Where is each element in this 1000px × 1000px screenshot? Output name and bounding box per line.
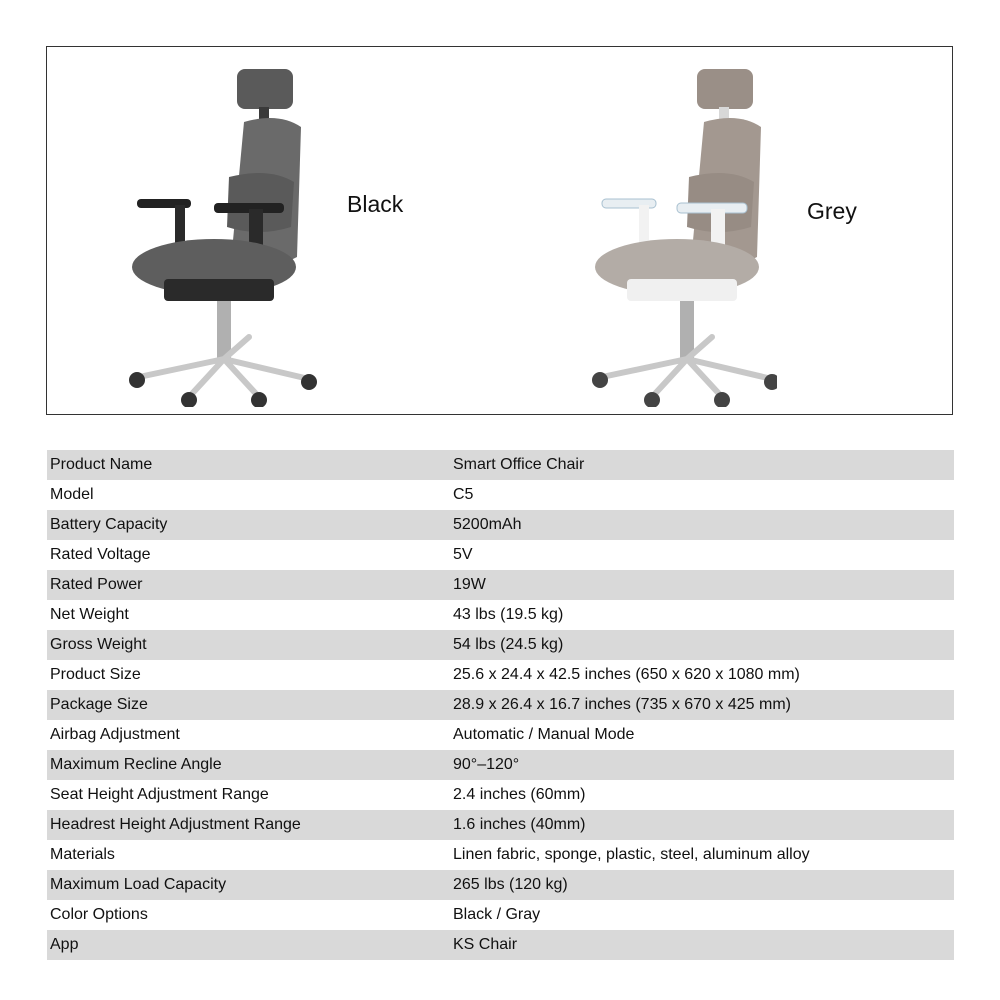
table-row [47, 660, 954, 690]
spec-key: Color Options [47, 900, 449, 930]
spec-value: 2.4 inches (60mm) [449, 780, 954, 810]
spec-key: Battery Capacity [47, 510, 449, 540]
table-row [47, 750, 954, 780]
table-row [47, 540, 954, 570]
table-row [47, 900, 954, 930]
spec-key: Rated Power [47, 570, 449, 600]
spec-key: Product Size [47, 660, 449, 690]
table-row [47, 480, 954, 510]
table-row [47, 930, 954, 960]
spec-key: Seat Height Adjustment Range [47, 780, 449, 810]
spec-value: 5V [449, 540, 954, 570]
table-row [47, 690, 954, 720]
spec-key: Gross Weight [47, 630, 449, 660]
spec-value: 54 lbs (24.5 kg) [449, 630, 954, 660]
table-row [47, 870, 954, 900]
spec-key: Materials [47, 840, 449, 870]
spec-key: Net Weight [47, 600, 449, 630]
spec-key: Maximum Recline Angle [47, 750, 449, 780]
table-row [47, 780, 954, 810]
spec-key: Product Name [47, 450, 449, 480]
spec-key: Headrest Height Adjustment Range [47, 810, 449, 840]
grey-chair-image [577, 67, 777, 407]
spec-value: 19W [449, 570, 954, 600]
table-row [47, 510, 954, 540]
black-chair-image [119, 67, 319, 407]
spec-value: 5200mAh [449, 510, 954, 540]
spec-key: App [47, 930, 449, 960]
product-image-panel [46, 46, 953, 415]
black-variant-label: Black [347, 191, 404, 217]
spec-value: 28.9 x 26.4 x 16.7 inches (735 x 670 x 425 mm) [449, 690, 954, 720]
spec-table [47, 450, 954, 960]
spec-value: 25.6 x 24.4 x 42.5 inches (650 x 620 x 1080 mm) [449, 660, 954, 690]
spec-value: 265 lbs (120 kg) [449, 870, 954, 900]
grey-variant-label: Grey [807, 198, 857, 224]
table-row [47, 570, 954, 600]
table-row [47, 630, 954, 660]
spec-value: Automatic / Manual Mode [449, 720, 954, 750]
table-row [47, 600, 954, 630]
spec-key: Model [47, 480, 449, 510]
spec-value: Linen fabric, sponge, plastic, steel, aluminum alloy [449, 840, 954, 870]
spec-value: KS Chair [449, 930, 954, 960]
spec-value: 43 lbs (19.5 kg) [449, 600, 954, 630]
table-row [47, 810, 954, 840]
table-row [47, 720, 954, 750]
spec-value: C5 [449, 480, 954, 510]
spec-value: Black / Gray [449, 900, 954, 930]
spec-key: Maximum Load Capacity [47, 870, 449, 900]
spec-key: Rated Voltage [47, 540, 449, 570]
spec-value: Smart Office Chair [449, 450, 954, 480]
spec-value: 1.6 inches (40mm) [449, 810, 954, 840]
spec-value: 90°–120° [449, 750, 954, 780]
table-row [47, 450, 954, 480]
spec-key: Package Size [47, 690, 449, 720]
table-row [47, 840, 954, 870]
spec-key: Airbag Adjustment [47, 720, 449, 750]
